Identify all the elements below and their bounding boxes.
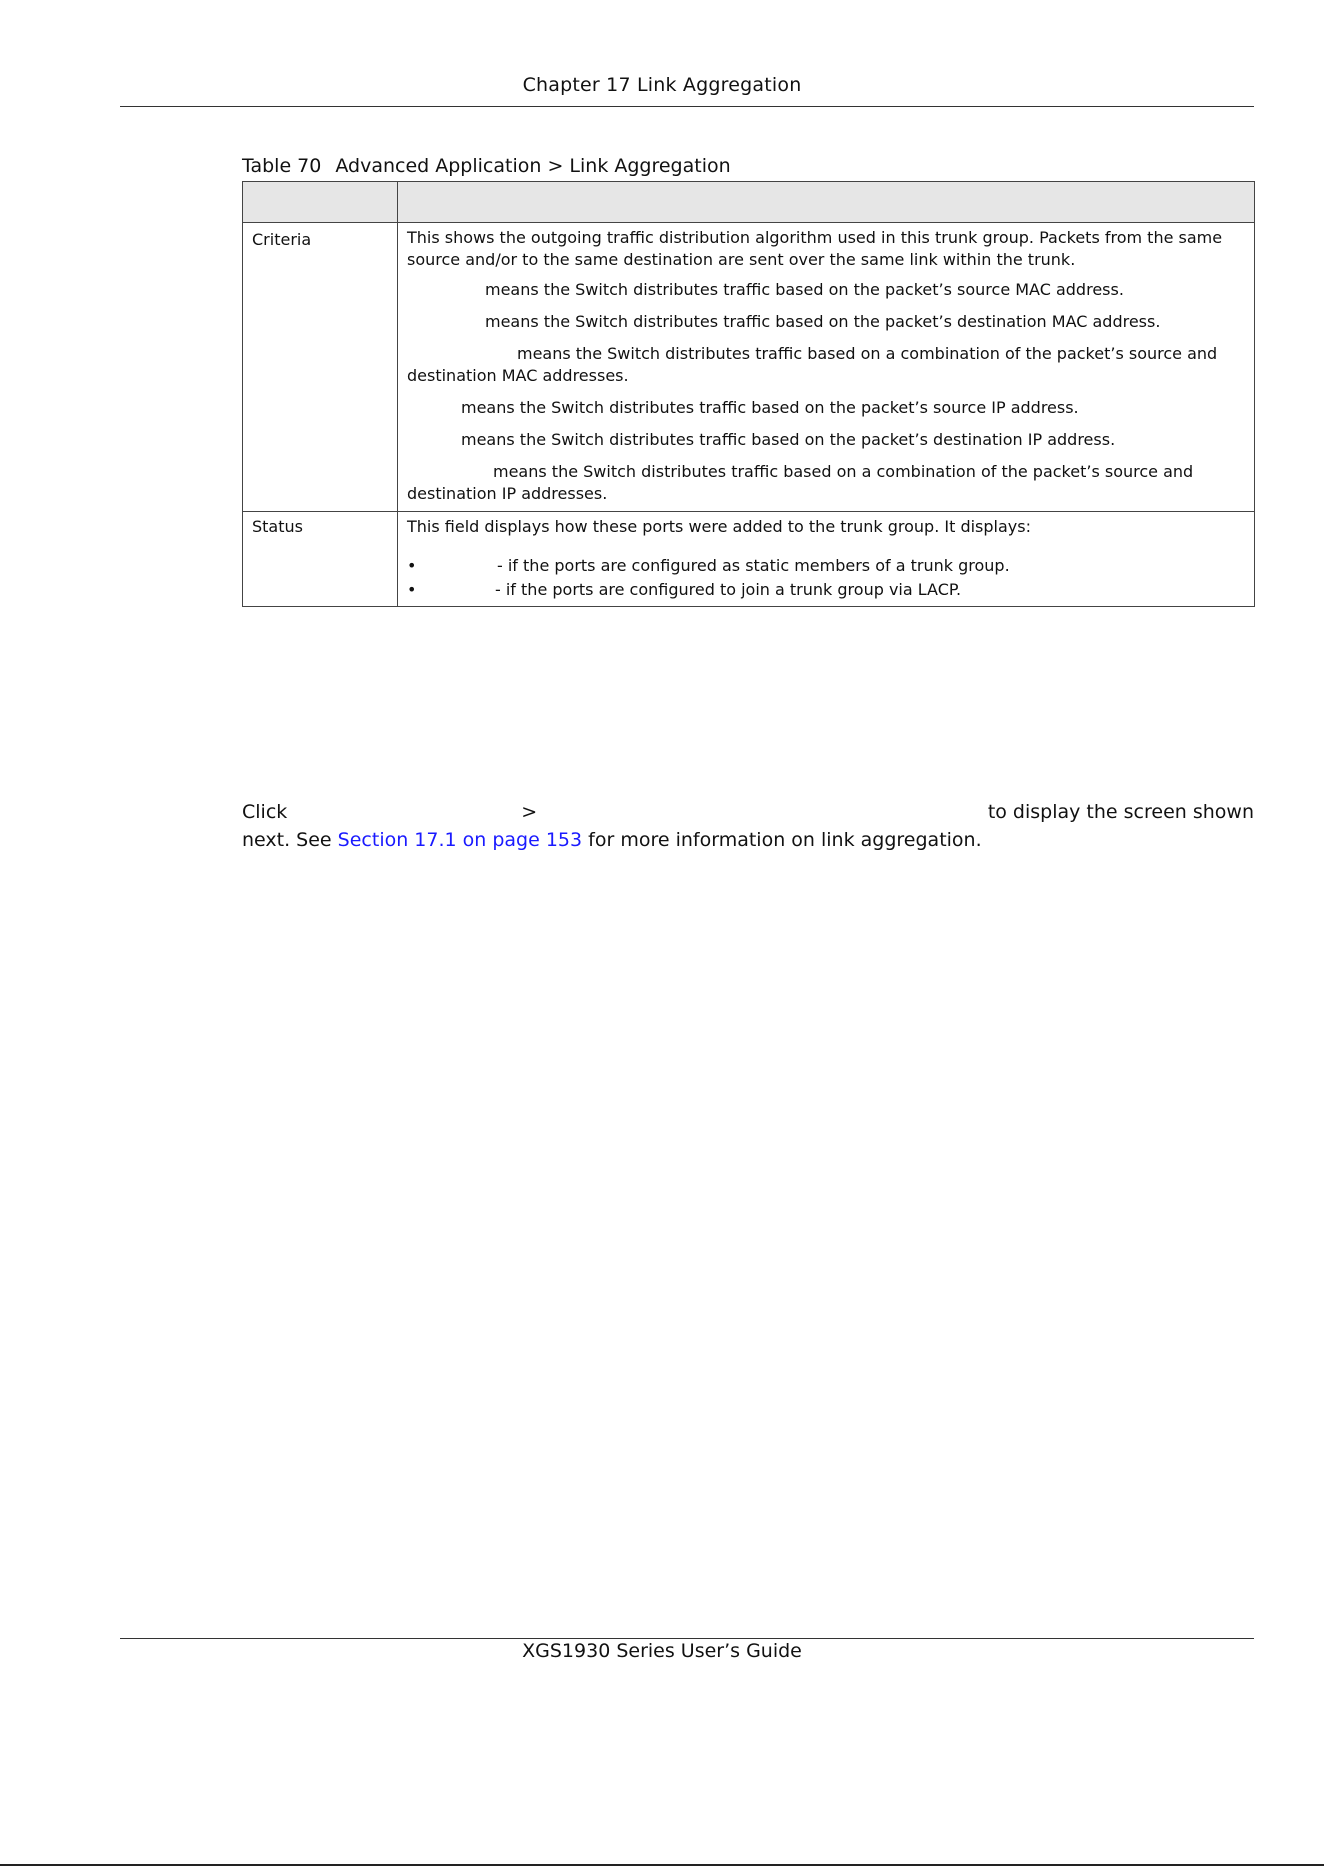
guide-title: XGS1930 Series User’s Guide <box>522 1640 802 1662</box>
criteria-src-ip <box>407 397 1244 419</box>
table-header-row <box>243 182 1255 223</box>
criteria-src-dst-mac <box>407 343 1244 387</box>
criteria-dst-mac-text: means the Switch distributes traffic based on the packet’s destination MAC address. <box>485 312 1161 331</box>
status-list <box>407 554 1244 602</box>
body-paragraph <box>242 798 1254 854</box>
table-caption <box>242 155 731 177</box>
chapter-title: Chapter 17 Link Aggregation <box>522 74 802 96</box>
table-header-description <box>398 182 1255 223</box>
body-tail-line1: to display the screen shown <box>987 801 1254 823</box>
criteria-dst-mac <box>407 311 1244 333</box>
criteria-dst-ip <box>407 429 1244 451</box>
body-line-1 <box>242 798 1254 826</box>
criteria-intro: This shows the outgoing traffic distribution algorithm used in this trunk group. Packets from the same source and/or to the same destination are sent over the same link within the trunk. <box>407 228 1223 269</box>
section-link[interactable]: Section 17.1 on page 153 <box>337 829 583 851</box>
table-row-status <box>243 512 1255 607</box>
row-description-status <box>398 512 1255 607</box>
body-click-group <box>242 798 537 826</box>
status-intro: This field displays how these ports were added to the trunk group. It displays: <box>407 517 1031 536</box>
footer-divider <box>120 1638 1254 1639</box>
criteria-src-mac-text: means the Switch distributes traffic based on the packet’s source MAC address. <box>485 280 1124 299</box>
status-static-text: - if the ports are configured as static members of a trunk group. <box>497 556 1010 575</box>
criteria-src-dst-mac-text: means the Switch distributes traffic based on a combination of the packet’s source and destination MAC addresses. <box>407 344 1218 385</box>
row-label-status: Status <box>243 512 398 607</box>
table-header-label <box>243 182 398 223</box>
criteria-dst-ip-text: means the Switch distributes traffic based on the packet’s destination IP address. <box>461 430 1116 449</box>
body-line2-end: for more information on link aggregation. <box>588 829 982 851</box>
body-line-2 <box>242 826 1254 854</box>
criteria-src-dst-ip <box>407 461 1244 505</box>
header-divider <box>120 106 1254 107</box>
status-lacp-text: - if the ports are configured to join a trunk group via LACP. <box>495 580 962 599</box>
row-label-criteria: Criteria <box>243 223 398 512</box>
row-description-criteria <box>398 223 1255 512</box>
body-separator: > <box>521 801 538 823</box>
criteria-src-mac <box>407 279 1244 301</box>
table-caption-text: Advanced Application > Link Aggregation <box>335 155 731 177</box>
criteria-src-dst-ip-text: means the Switch distributes traffic based on a combination of the packet’s source and destination IP addresses. <box>407 462 1194 503</box>
reference-table <box>242 181 1255 607</box>
bullet-icon: • <box>407 556 417 575</box>
body-click-word: Click <box>242 801 288 823</box>
table-row-criteria <box>243 223 1255 512</box>
status-list-item-lacp <box>407 578 1244 602</box>
bullet-icon: • <box>407 580 417 599</box>
criteria-src-ip-text: means the Switch distributes traffic based on the packet’s source IP address. <box>461 398 1079 417</box>
bottom-edge-bar <box>0 1864 1324 1866</box>
body-line2-start: next. See <box>242 829 332 851</box>
table-caption-number: Table 70 <box>242 155 322 177</box>
status-list-item-static <box>407 554 1244 578</box>
